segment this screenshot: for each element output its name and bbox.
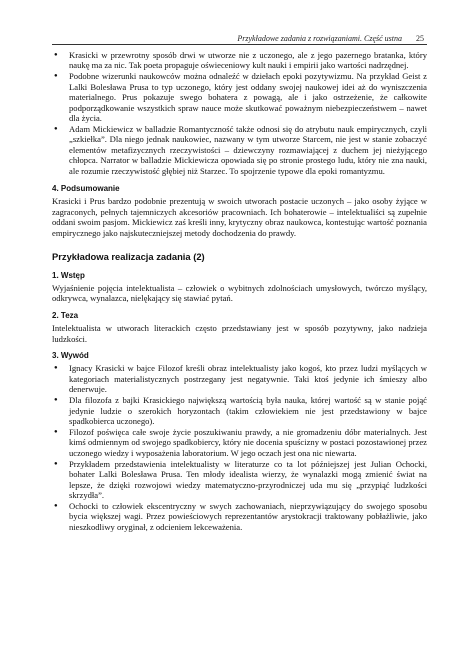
list-item: ● Ochocki to człowiek ekscentryczny w swych zachowaniach, nieprzywiązujący do swojego sposobu bycia większej wagi. Przez powieściowych reprezentantów arystokracji traktowany pobłażliwie, jako nieszkodliwy oryginał, z odcieniem lekceważenia. bbox=[52, 501, 427, 532]
section-heading-summary: 4. Podsumowanie bbox=[52, 184, 120, 194]
section-heading-argument: 3. Wywód bbox=[52, 350, 89, 360]
bullet-list-top bbox=[52, 50, 427, 176]
section-heading-intro: 1. Wstęp bbox=[52, 270, 85, 280]
thesis-paragraph: Intelektualista w utworach literackich często przedstawiany jest w sposób pozytywny, jako nadzieja ludzkości. bbox=[52, 323, 427, 344]
example-title: Przykładowa realizacja zadania (2) bbox=[52, 251, 205, 263]
list-item: ● Ignacy Krasicki w bajce Filozof kreśli obraz intelektualisty jako kogoś, kto przez ludzi myślących w kategoriach materialistycznych postrzegany jest negatywnie. Taki ktoś jedynie ich śmieszy albo denerwuje. bbox=[52, 363, 427, 394]
list-item: ● Dla filozofa z bajki Krasickiego największą wartością była nauka, której wartość są w stanie pojąć jedynie ludzie o szerokich horyzontach (takim człowiekiem nie jest przedstawiony w bajce spadkobierca uczonego). bbox=[52, 395, 427, 426]
intro-paragraph: Wyjaśnienie pojęcia intelektualista – człowiek o wybitnych zdolnościach umysłowych, twórczo myślący, odkrywca, wynalazca, nielękający się stawiać pytań. bbox=[52, 282, 427, 304]
section-heading-thesis: 2. Teza bbox=[52, 310, 79, 320]
header-rule bbox=[52, 44, 427, 45]
running-header bbox=[237, 34, 424, 43]
list-item: ● Podobne wizerunki naukowców można odnaleźć w dziełach epoki pozytywizmu. Na przykład Geist z Lalki Bolesława Prusa to typ uczonego, który jest oddany swojej naukowej idei aż do wyniszczenia materialnego. Prus pokazuje swego bohatera z powagą, ale i jako ostrzeżenie, że całkowite podporządkowanie wszystkich spraw nauce może skutkować poważnym niebezpieczeństwem – nawet dla życia. bbox=[52, 71, 427, 123]
list-item: ● Krasicki w przewrotny sposób drwi w utworze nie z uczonego, ale z jego pazernego bratanka, który naukę ma za nic. Tak poeta propaguje oświeceniowy kult nauki i empirii jako wartości nadrzędnej. bbox=[52, 50, 427, 71]
list-item: ● Filozof poświęca całe swoje życie poszukiwaniu prawdy, a nie gromadzeniu dóbr materialnych. Jest kimś odmiennym od swojego spadkobiercy, który nie docenia spuścizny w postaci pozostawionej przez uczonego wiedzy i wyposażenia laboratorium. W jego oczach jest ona nic niewarta. bbox=[52, 427, 427, 458]
bullet-list-argument bbox=[52, 363, 427, 532]
page-number: 25 bbox=[416, 34, 424, 43]
running-title: Przykładowe zadania z rozwiązaniami. Część ustna bbox=[237, 34, 402, 43]
list-item: ● Adam Mickiewicz w balladzie Romantyczność także odnosi się do atrybutu nauk empirycznych, czyli „szkiełka”. Dla niego jednak naukowiec, nazwany w tym utworze Starcem, nie jest w stanie zobaczyć elementów metafizycznych rzeczywistości – dziewczyny rozmawiającej z duchem jej nieżyjącego chłopca. Narrator w balladzie Mickiewicza opowiada się po stronie prostego ludu, który nie zna nauki, ale rozumie rzeczywistość głębiej niż Starzec. To spojrzenie typowe dla epoki romantyzmu. bbox=[52, 124, 427, 176]
page-content bbox=[52, 50, 427, 533]
summary-paragraph: Krasicki i Prus bardzo podobnie prezentują w swoich utworach postacie uczonych – jako osoby żyjące w zagraconych, pełnych tajemniczych akcesoriów pracowniach. Ich bohaterowie – intelektualiści są zupełnie oddani swoim pasjom. Mickiewicz zaś kreśli inny, krytyczny obraz naukowca, kontestując wartość poznania empirycznego jako najskuteczniejszej metody dochodzenia do prawdy. bbox=[52, 196, 427, 238]
list-item: ● Przykładem przedstawienia intelektualisty w literaturze co ta lot późniejszej jest Julian Ochocki, bohater Lalki Bolesława Prusa. Ten młody idealista wierzy, że wynalazki mogą zmienić świat na lepsze, że dzięki rozwojowi wiedzy matematyczno-przyrodniczej uda mu się „przypiąć ludzkości skrzydła”. bbox=[52, 459, 427, 501]
